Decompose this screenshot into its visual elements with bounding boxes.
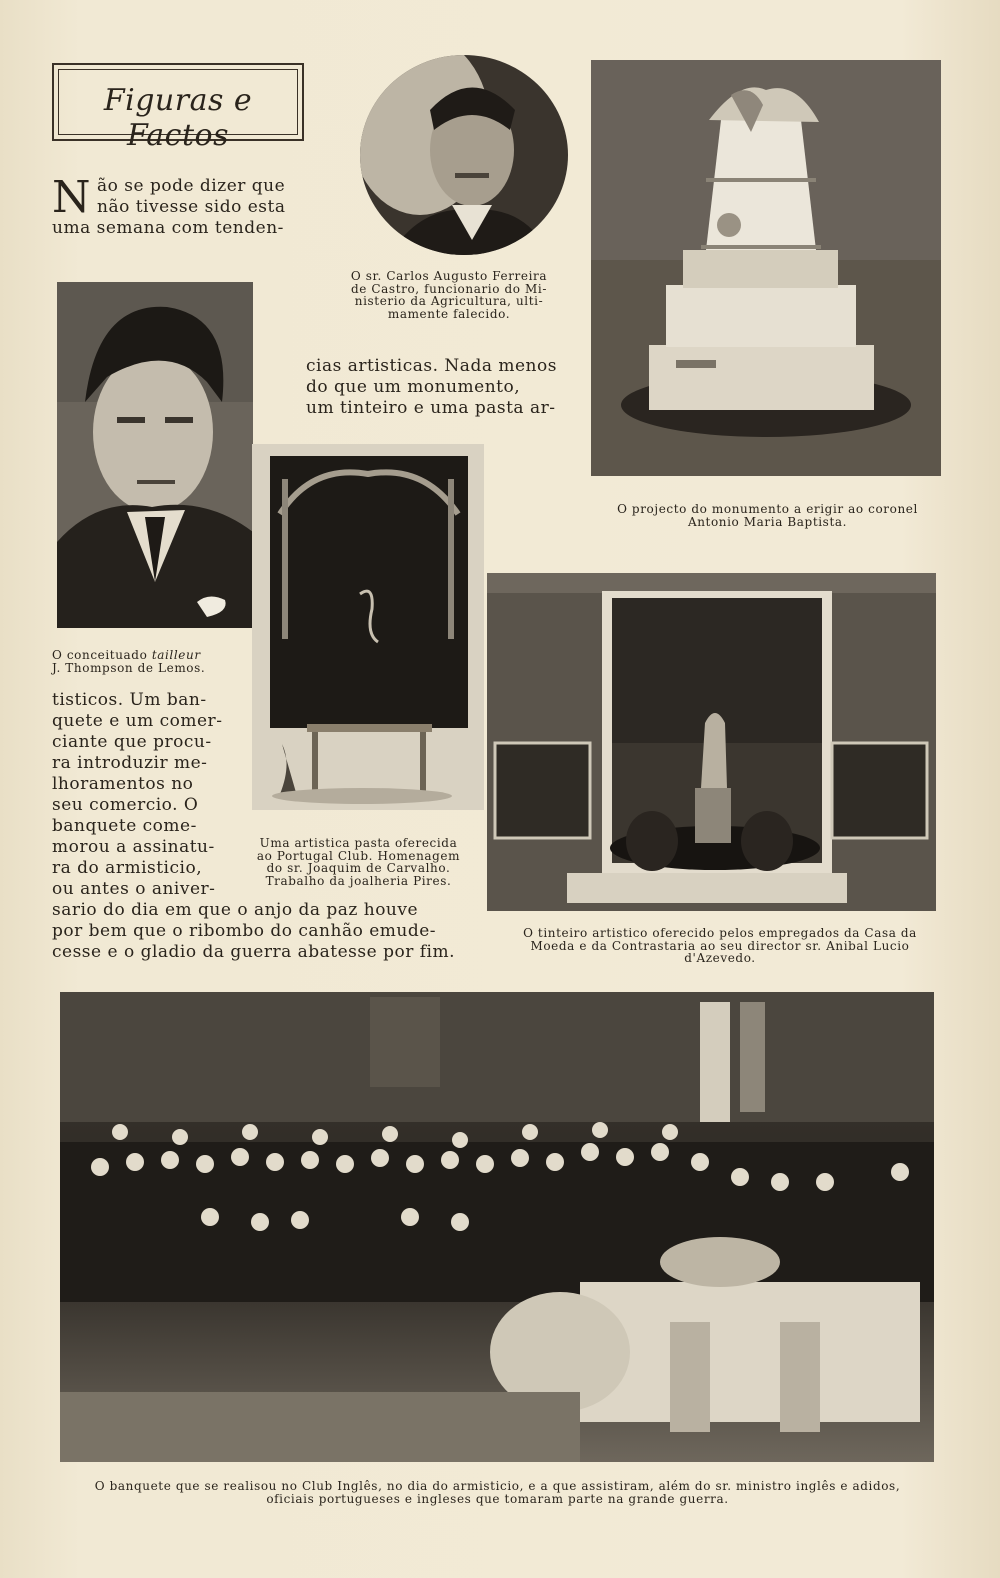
banquet-photo: [60, 992, 934, 1462]
caption-line: mamente falecido.: [387, 306, 511, 321]
body-line: ou antes o aniver-: [52, 879, 216, 899]
castro-caption: [334, 270, 564, 320]
body-line: por bem que o ribombo do canhão emude-: [52, 921, 437, 941]
body-line: ra introduzir me-: [52, 753, 208, 773]
section-title: Figuras e Factos: [103, 83, 253, 153]
castro-portrait-photo: [360, 55, 568, 255]
intro-paragraph: [52, 172, 305, 239]
body-line: banquete come-: [52, 816, 197, 836]
intro-line: ão se pode dizer que: [97, 176, 286, 196]
body-line: morou a assinatu-: [52, 837, 215, 857]
body-line: ra do armisticio,: [52, 858, 203, 878]
body-line: seu comercio. O: [52, 795, 199, 815]
caption-line: Trabalho da joalheria Pires.: [265, 873, 452, 888]
caption-line: do sr. Joaquim de Carvalho.: [266, 861, 451, 875]
section-title-box: [52, 63, 304, 153]
lemos-portrait-photo: [57, 282, 253, 628]
banquet-caption: [55, 1480, 940, 1505]
drop-cap: N: [52, 172, 91, 223]
caption-line: ao Portugal Club. Homenagem: [256, 848, 461, 863]
caption-line: d'Azevedo.: [684, 951, 756, 965]
caption-line: O conceituado: [52, 648, 152, 662]
body-line: lhoramentos no: [52, 774, 194, 794]
caption-line: J. Thompson de Lemos.: [52, 660, 206, 675]
body-line: cias artisticas. Nada menos: [306, 356, 557, 376]
body-line: cesse e o gladio da guerra abatesse por fim.: [52, 942, 455, 962]
body-line: sario do dia em que o anjo da paz houve: [52, 900, 419, 920]
inkstand-caption: [495, 927, 945, 965]
caption-line: Antonio Maria Baptista.: [687, 514, 848, 529]
continuation-paragraph-2: [52, 690, 472, 963]
caption-line: O tinteiro artistico oferecido pelos empregados da Casa da: [523, 926, 917, 940]
caption-line: Uma artistica pasta oferecida: [259, 836, 458, 850]
caption-line: de Castro, funcionario do Mi-: [351, 281, 547, 296]
lemos-caption: [52, 649, 252, 674]
continuation-paragraph-1: [306, 356, 563, 419]
caption-line: O banquete que se realisou no Club Inglês, no dia do armisticio, e a que assistiram, além do sr. ministro inglês e adidos,: [94, 1479, 901, 1493]
body-line: tisticos. Um ban-: [52, 690, 207, 710]
body-line: um tinteiro e uma pasta ar-: [306, 398, 556, 418]
body-line: do que um monumento,: [306, 377, 521, 397]
inkstand-photo: [487, 573, 936, 911]
caption-line: nisterio da Agricultura, ulti-: [354, 294, 544, 308]
caption-line: O projecto do monumento a erigir ao coronel: [617, 502, 918, 516]
body-line: quete e um comer-: [52, 711, 223, 731]
caption-italic: tailleur: [151, 648, 201, 662]
monument-photo: [591, 60, 941, 476]
body-line: ciante que procu-: [52, 732, 212, 752]
monument-caption: [590, 503, 945, 528]
caption-line: O sr. Carlos Augusto Ferreira: [350, 269, 548, 283]
intro-line: uma semana com tenden-: [52, 218, 284, 238]
intro-line: não tivesse sido esta: [97, 197, 286, 217]
caption-line: Moeda e da Contrastaria ao seu director sr. Anibal Lucio: [530, 938, 910, 953]
caption-line: oficiais portugueses e ingleses que tomaram parte na grande guerra.: [266, 1491, 729, 1506]
